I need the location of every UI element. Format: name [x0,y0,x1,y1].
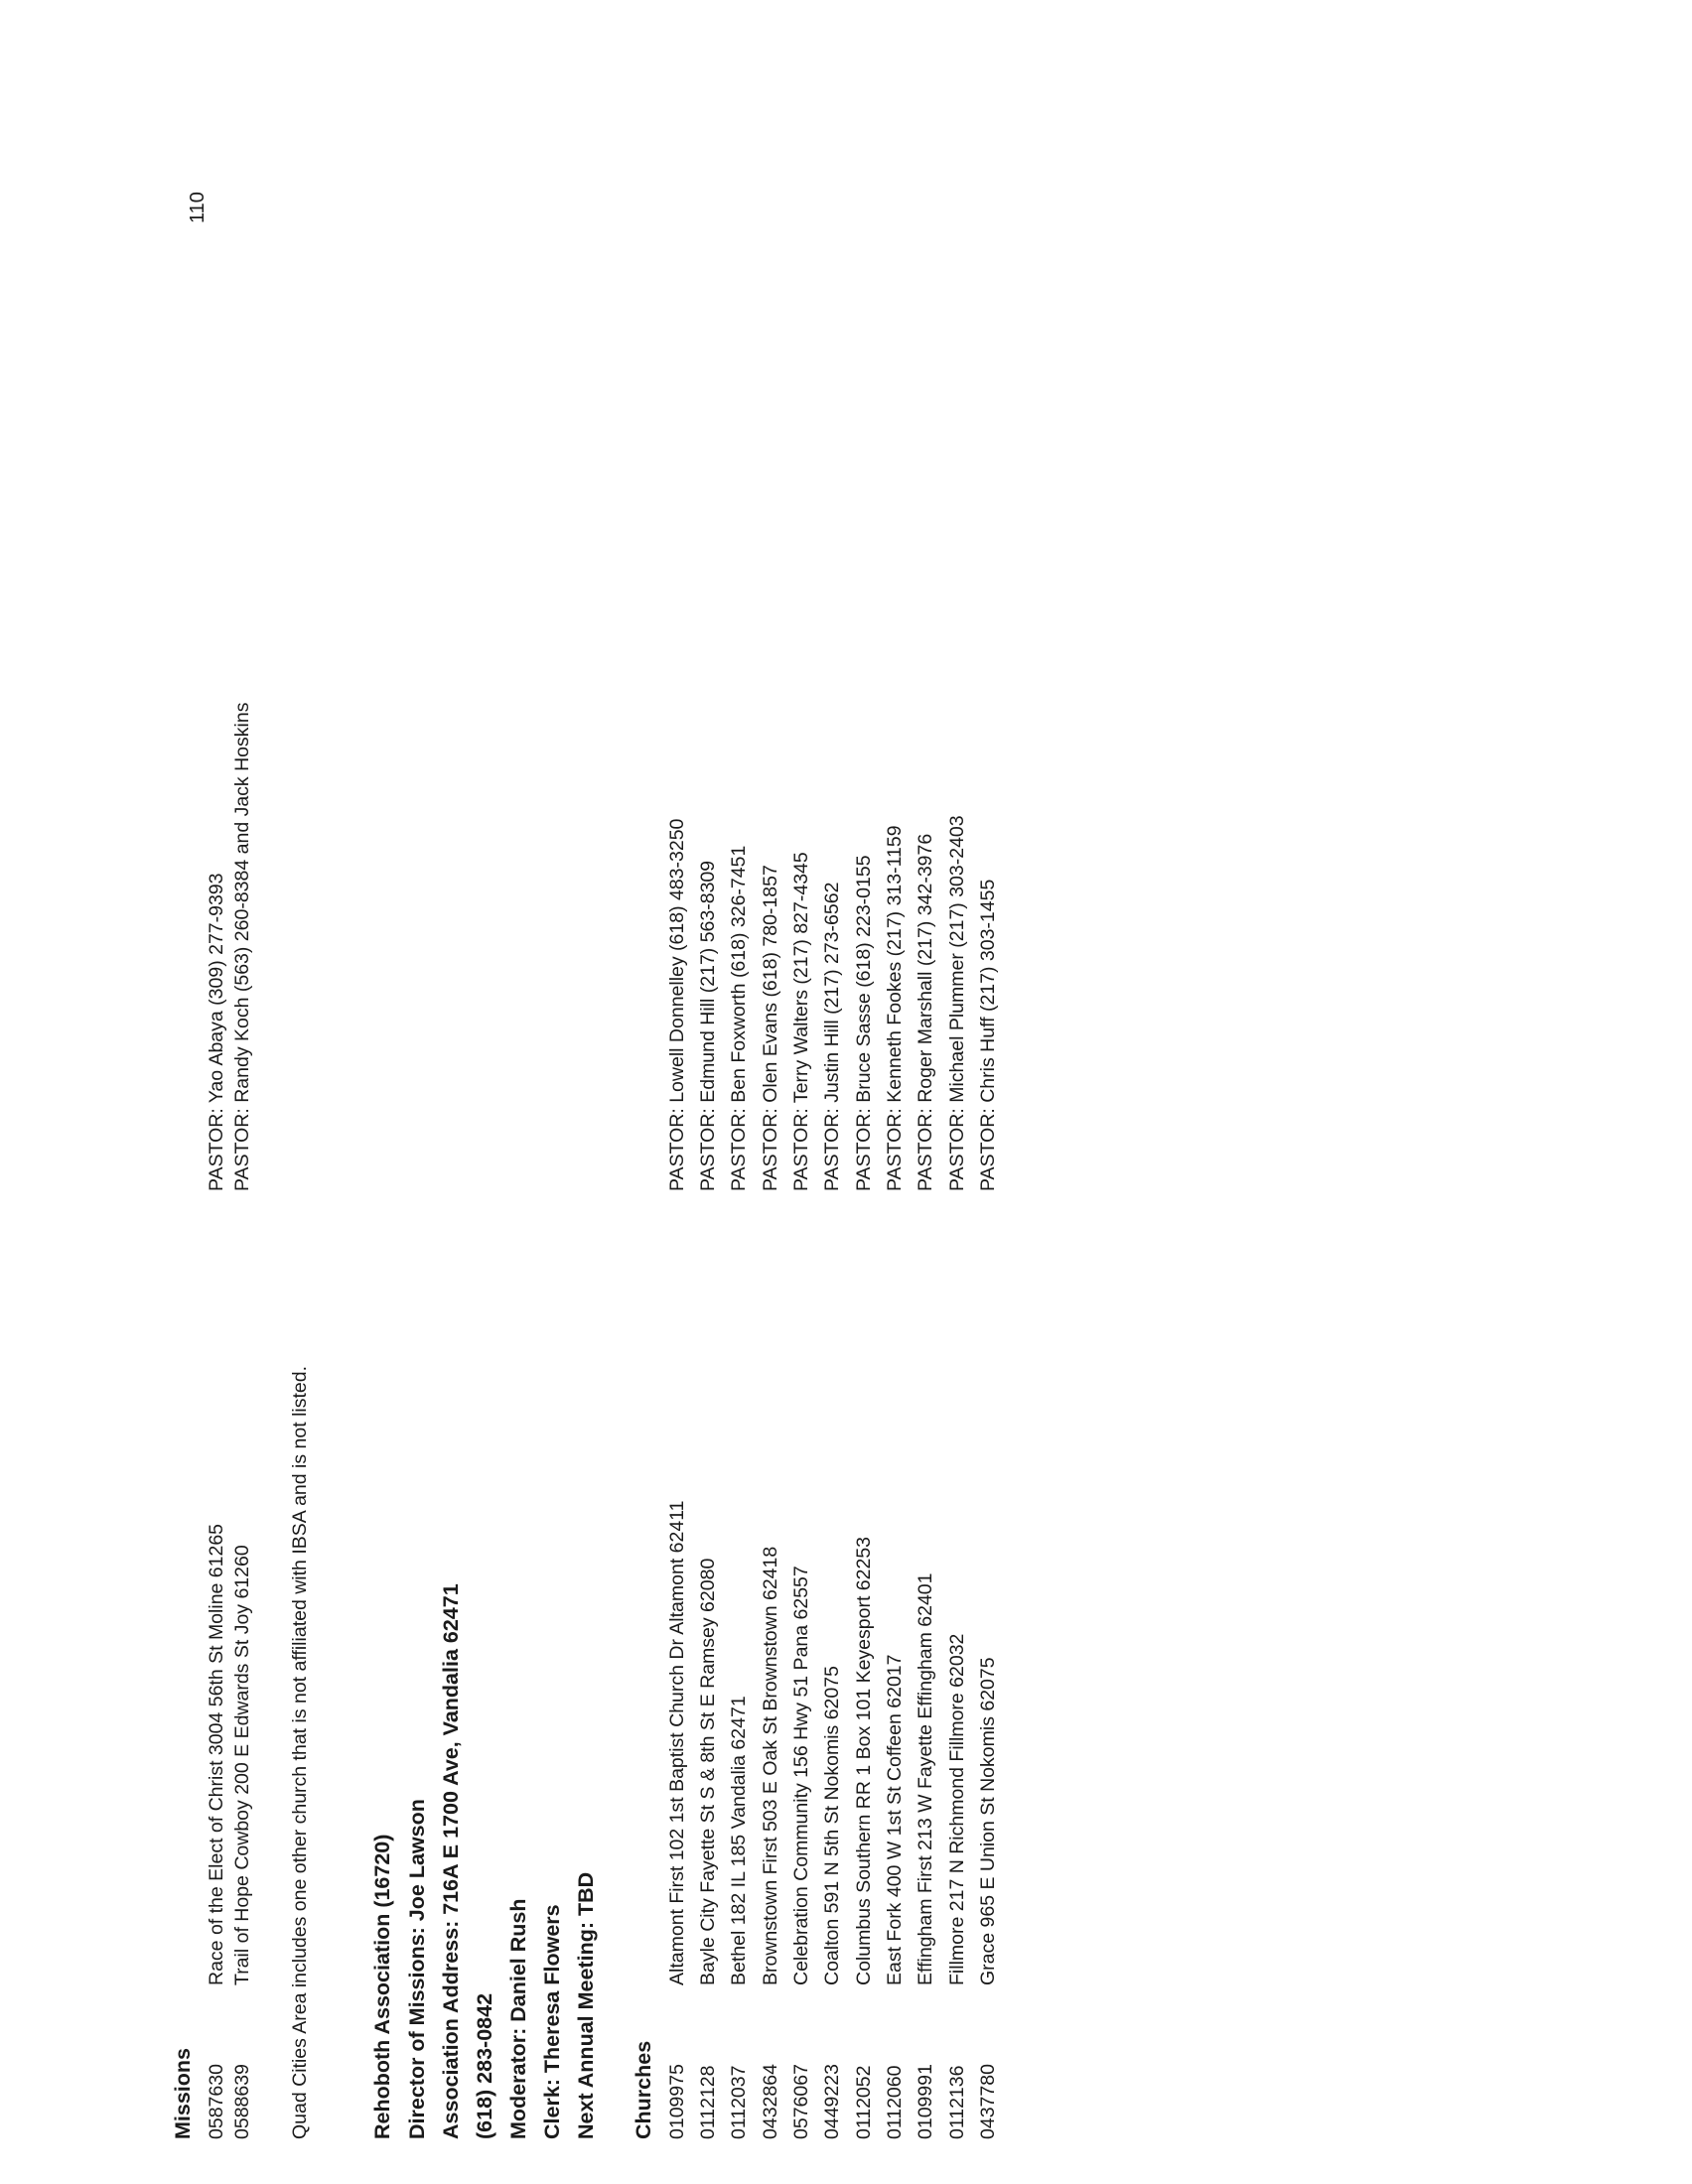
director-of-missions: Director of Missions: Joe Lawson [405,1799,429,2139]
missions-note: Quad Cities Area includes one other church that is not affiliated with IBSA and is not listed. [289,1365,311,2139]
association-title: Rehoboth Association (16720) [370,1834,394,2139]
church-name: Celebration Community 156 Hwy 51 Pana 62557 [790,1566,812,1985]
church-pastor: PASTOR: Kenneth Fookes (217) 313-1159 [884,825,906,1191]
mission-pastor: PASTOR: Yao Abaya (309) 277-9393 [206,873,227,1191]
church-name: Bayle City Fayette St S & 8th St E Ramsey 62080 [697,1558,719,1985]
church-id: 0112136 [946,2065,968,2139]
church-name: Fillmore 217 N Richmond Fillmore 62032 [946,1633,968,1985]
mission-pastor: PASTOR: Randy Koch (563) 260-8384 and Jack Hoskins [231,702,253,1191]
church-name: Brownstown First 503 E Oak St Brownstown 62418 [760,1546,781,1985]
association-address: Association Address: 716A E 1700 Ave, Vandalia 62471 [439,1583,463,2139]
church-name: Columbus Southern RR 1 Box 101 Keyesport 62253 [853,1536,875,1985]
clerk: Clerk: Theresa Flowers [540,1904,564,2139]
church-name: Bethel 182 IL 185 Vandalia 62471 [728,1696,750,1985]
church-id: 0109991 [915,2064,936,2139]
mission-name: Trail of Hope Cowboy 200 E Edwards St Joy 61260 [231,1545,253,1985]
church-name: Grace 965 E Union St Nokomis 62075 [977,1657,999,1985]
mission-id: 0588639 [231,2064,253,2139]
church-id: 0432864 [760,2064,781,2139]
mission-id: 0587630 [206,2064,227,2139]
church-id: 0112052 [853,2065,875,2139]
church-pastor: PASTOR: Roger Marshall (217) 342-3976 [915,833,936,1191]
moderator: Moderator: Daniel Rush [506,1898,530,2139]
church-name: Coalton 591 N 5th St Nokomis 62075 [821,1666,843,1985]
church-pastor: PASTOR: Olen Evans (618) 780-1857 [760,865,781,1191]
page-number: 110 [187,192,209,223]
association-phone: (618) 283-0842 [473,1992,496,2139]
church-name: East Fork 400 W 1st St Coffeen 62017 [884,1654,906,1985]
church-id: 0449223 [821,2064,843,2139]
church-id: 0576067 [790,2064,812,2139]
church-pastor: PASTOR: Bruce Sasse (618) 223-0155 [853,855,875,1191]
church-pastor: PASTOR: Terry Walters (217) 827-4345 [790,852,812,1191]
next-annual-meeting: Next Annual Meeting: TBD [574,1871,598,2139]
church-id: 0109975 [666,2064,688,2139]
church-id: 0112060 [884,2065,906,2139]
missions-heading: Missions [171,2048,195,2139]
church-id: 0112037 [728,2065,750,2139]
church-name: Effingham First 213 W Fayette Effingham 62401 [915,1572,936,1985]
church-id: 0112128 [697,2065,719,2139]
church-pastor: PASTOR: Justin Hill (217) 273-6562 [821,882,843,1191]
church-pastor: PASTOR: Michael Plummer (217) 303-2403 [946,815,968,1191]
mission-name: Race of the Elect of Christ 3004 56th St Moline 61265 [206,1523,227,1985]
church-name: Altamont First 102 1st Baptist Church Dr Altamont 62411 [666,1500,688,1985]
church-pastor: PASTOR: Chris Huff (217) 303-1455 [977,879,999,1191]
church-pastor: PASTOR: Lowell Donnelley (618) 483-3250 [666,818,688,1191]
church-id: 0437780 [977,2064,999,2139]
church-pastor: PASTOR: Edmund Hill (217) 563-8309 [697,860,719,1191]
church-pastor: PASTOR: Ben Foxworth (618) 326-7451 [728,845,750,1191]
churches-heading: Churches [632,2040,655,2139]
